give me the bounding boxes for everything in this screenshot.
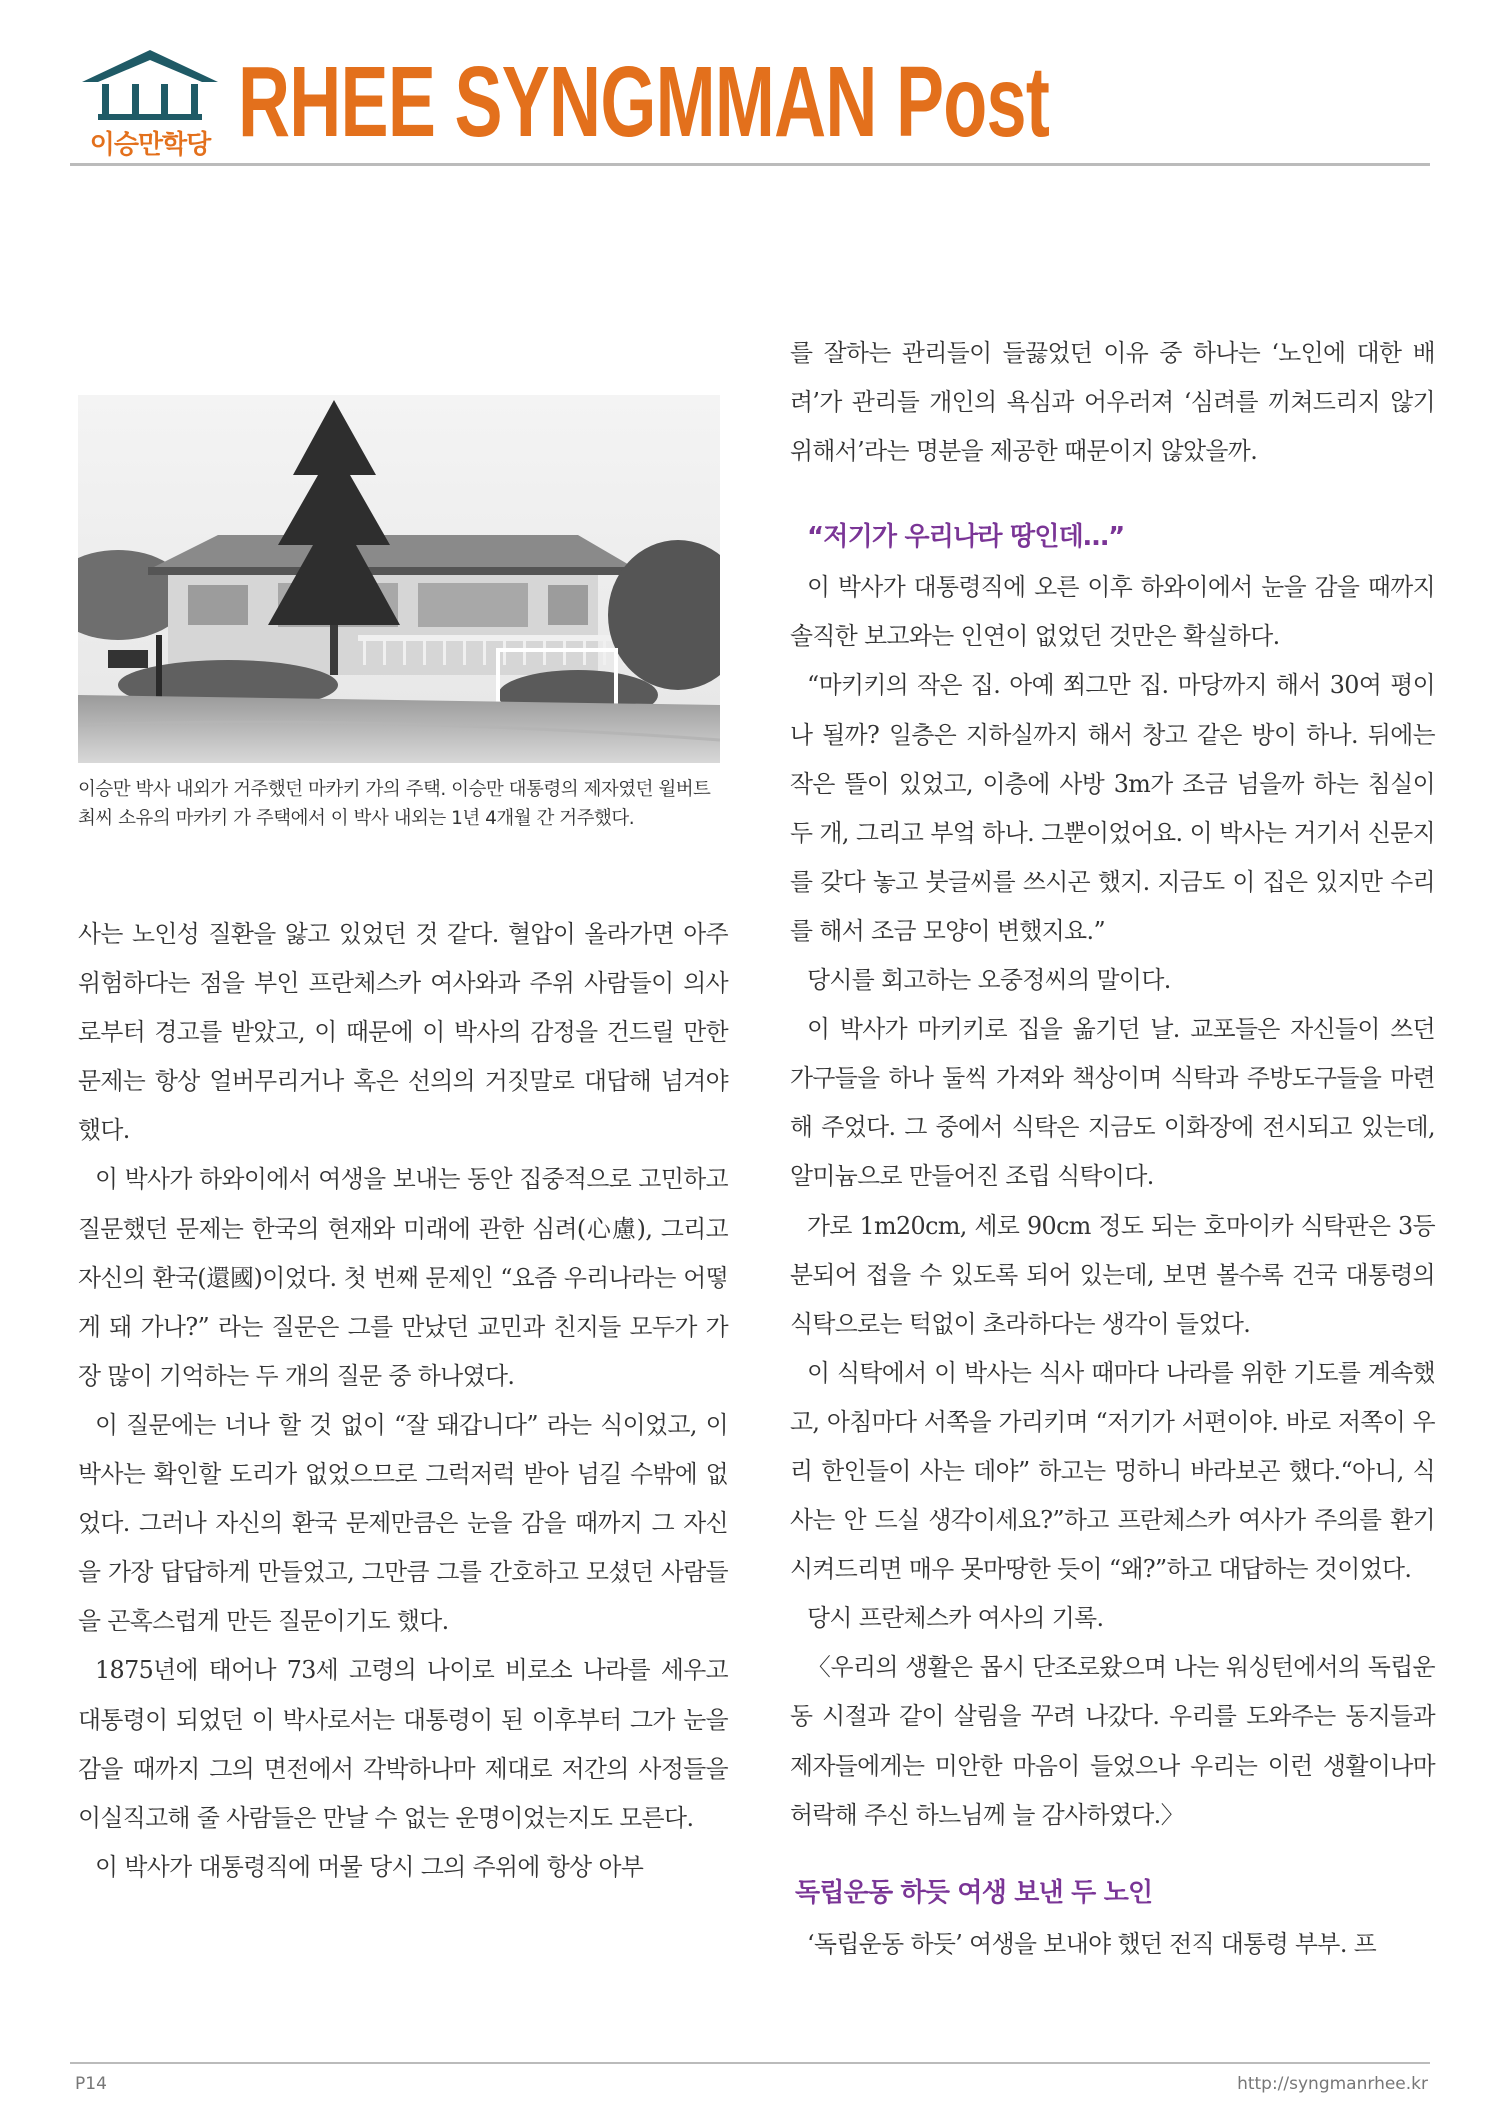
paragraph: 를 잘하는 관리들이 들끓었던 이유 중 하나는 ‘노인에 대한 배려’가 관리들 개인의 욕심과 어우러져 ‘심려를 끼쳐드리지 않기 위해서’라는 명분을 제공한 때문이지 않았을까. xyxy=(790,339,1435,466)
article-left-column xyxy=(78,910,728,1892)
logo-text: 이승만학당 xyxy=(89,130,211,160)
paragraph: 이 식탁에서 이 박사는 식사 때마다 나라를 위한 기도를 계속했고, 아침마다 서쪽을 가리키며 “저기가 서편이야. 바로 저쪽이 우리 한인들이 사는 데야” 하고는 멍하니 바라보곤 했다.“아니, 식사는 안 드실 생각이세요?”하고 프란체스카 여사가 주의를 환기시켜드리면 매우 못마땅한 듯이 “왜?”하고 대답하는 것이었다. xyxy=(790,1358,1435,1584)
house-photo xyxy=(78,395,720,763)
header-divider xyxy=(70,163,1430,166)
logo xyxy=(70,48,230,158)
paragraph: 당시를 회고하는 오중정씨의 말이다. xyxy=(807,966,1171,995)
footer-divider xyxy=(70,2062,1430,2064)
paragraph: 이 박사가 하와이에서 여생을 보내는 동안 집중적으로 고민하고 질문했던 문제는 한국의 현재와 미래에 관한 심려(心慮), 그리고 자신의 환국(還國)이었다. 첫 번째 문제인 “요즘 우리나라는 어떻게 돼 가나?” 라는 질문은 그를 만났던 교민과 친지들 모두가 가장 많이 기억하는 두 개의 질문 중 하나였다. xyxy=(78,1165,728,1390)
page-number: P14 xyxy=(75,2074,107,2094)
paragraph: “마키키의 작은 집. 아예 쬐그만 집. 마당까지 해서 30여 평이나 될까? 일층은 지하실까지 해서 창고 같은 방이 하나. 뒤에는 작은 뜰이 있었고, 이층에 사방 3m가 조금 넘을까 하는 침실이 두 개, 그리고 부엌 하나. 그뿐이었어요. 이 박사는 거기서 신문지를 갖다 놓고 붓글씨를 쓰시곤 했지. 지금도 이 집은 있지만 수리를 해서 조금 모양이 변했지요.” xyxy=(790,671,1435,945)
paragraph: 이 박사가 대통령직에 오른 이후 하와이에서 눈을 감을 때까지 솔직한 보고와는 인연이 없었던 것만은 확실하다. xyxy=(790,573,1435,651)
paragraph: 가로 1m20cm, 세로 90cm 정도 되는 호마이카 식탁판은 3등분되어 접을 수 있도록 되어 있는데, 보면 볼수록 건국 대통령의 식탁으로는 턱없이 초라하다는 생각이 들었다. xyxy=(790,1211,1435,1338)
photo-caption: 이승만 박사 내외가 거주했던 마카키 가의 주택. 이승만 대통령의 제자였던 윌버트 최씨 소유의 마카키 가 주택에서 이 박사 내외는 1년 4개월 간 거주했다. xyxy=(78,779,711,829)
house-logo-icon xyxy=(80,48,220,128)
paragraph: 이 박사가 대통령직에 머물 당시 그의 주위에 항상 아부 xyxy=(95,1852,644,1881)
publication-title: RHEE SYNGMMAN Post xyxy=(238,46,1050,158)
paragraph: 사는 노인성 질환을 앓고 있었던 것 같다. 혈압이 올라가면 아주 위험하다는 점을 부인 프란체스카 여사와과 주위 사람들이 의사로부터 경고를 받았고, 이 때문에 이 박사의 감정을 건드릴 만한 문제는 항상 얼버무리거나 혹은 선의의 거짓말로 대답해 넘겨야 했다. xyxy=(78,920,728,1145)
site-url: http://syngmanrhee.kr xyxy=(1237,2074,1428,2094)
paragraph: 〈우리의 생활은 몹시 단조로왔으며 나는 워싱턴에서의 독립운동 시절과 같이 살림을 꾸려 나갔다. 우리를 도와주는 동지들과 제자들에게는 미안한 마음이 들었으나 우리는 이런 생활이나마 허락해 주신 하느님께 늘 감사하였다.〉 xyxy=(790,1653,1435,1829)
section-heading: “저기가 우리나라 땅인데…” xyxy=(807,522,1125,553)
masthead xyxy=(70,48,1430,158)
article-right-column xyxy=(790,329,1435,1969)
paragraph: ‘독립운동 하듯’ 여생을 보내야 했던 전직 대통령 부부. 프 xyxy=(807,1929,1377,1958)
section-heading: 독립운동 하듯 여생 보낸 두 노인 xyxy=(795,1877,1153,1908)
paragraph: 이 질문에는 너나 할 것 없이 “잘 돼갑니다” 라는 식이었고, 이 박사는 확인할 도리가 없었으므로 그럭저럭 받아 넘길 수밖에 없었다. 그러나 자신의 환국 문제만큼은 눈을 감을 때까지 그 자신을 가장 답답하게 만들었고, 그만큼 그를 간호하고 모셨던 사람들을 곤혹스럽게 만든 질문이기도 했다. xyxy=(78,1410,728,1636)
paragraph: 당시 프란체스카 여사의 기록. xyxy=(807,1604,1104,1633)
paragraph: 1875년에 태어나 73세 고령의 나이로 비로소 나라를 세우고 대통령이 되었던 이 박사로서는 대통령이 된 이후부터 그가 눈을 감을 때까지 그의 면전에서 각박하나마 제대로 저간의 사정들을 이실직고해 줄 사람들은 만날 수 없는 운명이었는지도 모른다. xyxy=(78,1656,728,1832)
paragraph: 이 박사가 마키키로 집을 옮기던 날. 교포들은 자신들이 쓰던 가구들을 하나 둘씩 가져와 책상이며 식탁과 주방도구들을 마련해 주었다. 그 중에서 식탁은 지금도 이화장에 전시되고 있는데, 알미늄으로 만들어진 조립 식탁이다. xyxy=(790,1015,1435,1191)
